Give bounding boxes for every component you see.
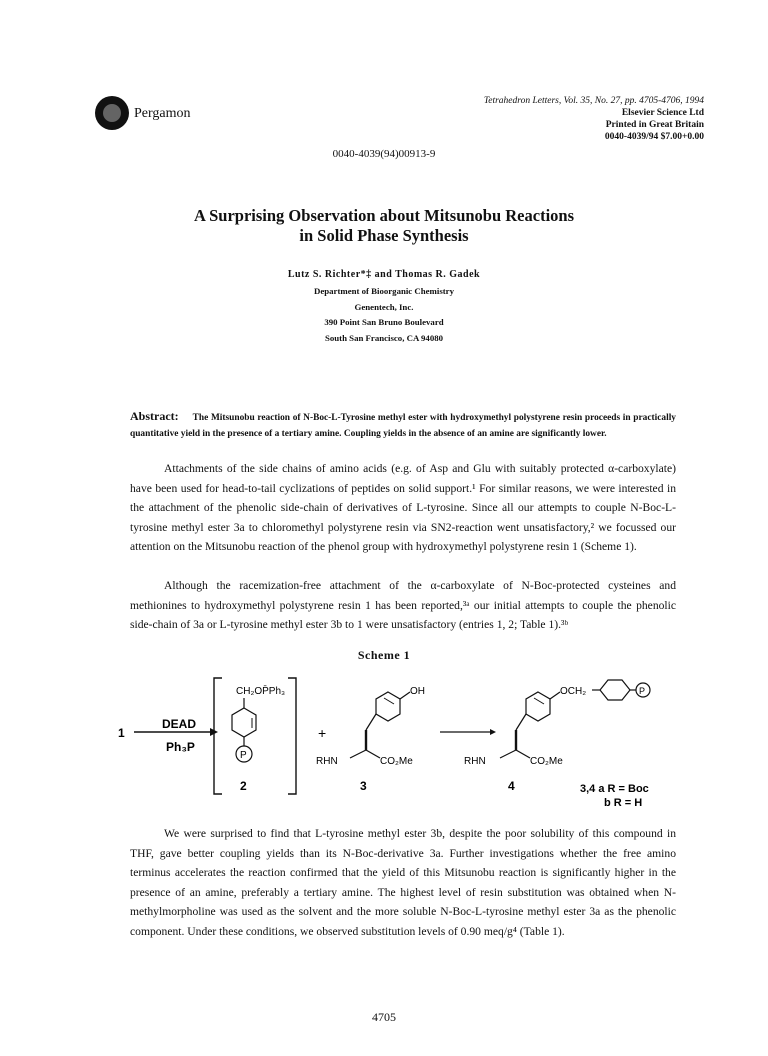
r-group-b: b R = H <box>604 797 643 808</box>
journal-citation: Tetrahedron Letters, Vol. 35, No. 27, pp. 4705-4706, 1994 <box>483 96 704 106</box>
paragraph-text: Attachments of the side chains of amino acids (e.g. of Asp and Glu with suitably protected α-carboxylate) have been used for head-to-tail cyclizations of peptides on solid support.¹ For similar reasons, we were interested in the attachment of the phenolic side-chain of derivatives of L-tyrosine. Since all our attempts to couple N-Boc-L-tyrosine methyl ester 3a to chloromethyl polystyrene resin via SN2-reaction went unsatisfactory,² we focussed our attention on the Mitsunobu reaction of the phenol group with hydroxymethyl polystyrene resin 1 (Scheme 1). <box>130 462 676 554</box>
affiliation-line: Department of Bioorganic Chemistry <box>314 286 454 296</box>
right-bracket <box>288 678 296 794</box>
affiliation-line: Genentech, Inc. <box>354 301 414 312</box>
amine-group: RHN <box>316 756 338 767</box>
paragraph-text: Although the racemization-free attachment of the α-carboxylate of N-Boc-protected cysteines and methionines to hydroxymethyl polystyrene resin 1 has been reported,³ᵃ our initial attempts to couple the phenolic side-chain of 3a or L-tyrosine methyl ester 3b to 1 were unsatisfactory (entries 1, 2; Table 1).³ᵇ <box>130 579 676 632</box>
authors: Lutz S. Richter*‡ and Thomas R. Gadek <box>287 269 481 280</box>
plus-sign: + <box>318 725 327 741</box>
paragraph-3 <box>130 824 676 942</box>
publisher-name: Pergamon <box>134 106 191 121</box>
scheme-1-diagram <box>110 668 690 808</box>
affiliation <box>0 284 768 346</box>
abstract <box>130 408 676 442</box>
linker-group: OCH₂ <box>560 686 587 697</box>
title-line-1: A Surprising Observation about Mitsunobu Reactions <box>193 206 575 225</box>
compound-4-label: 4 <box>508 779 515 793</box>
arrow-head-icon <box>490 729 496 735</box>
paper-title <box>0 206 768 246</box>
r-group-a: 3,4 a R = Boc <box>580 783 649 795</box>
pergamon-logo-icon <box>95 96 129 130</box>
reagent-bottom: Ph₃P <box>166 740 195 754</box>
amine-group: RHN <box>464 756 486 767</box>
resin-symbol: P <box>639 686 646 696</box>
page-number: 4705 <box>372 1010 396 1024</box>
price-line: 0040-4039/94 $7.00+0.00 <box>604 132 704 142</box>
intermediate-group: CH₂OP̄Ph₃ <box>236 686 286 697</box>
reagent-top: DEAD <box>162 717 197 731</box>
paragraph-text: We were surprised to find that L-tyrosine methyl ester 3b, despite the poor solubility of this compound in THF, gave better coupling yields than its N-Boc-derivative 3a. Further investigations whether the free amino terminus accelerates the reaction confirmed that the yield of this Mitsunobu reaction is significantly higher in the presence of an amine, preferably a tertiary amine. The highest level of resin substitution was obtained when N-methylmorpholine was used as the solvent and the more soluble N-Boc-L-tyrosine methyl ester 3a as the phenolic component. Under these conditions, we observed substitution levels of 0.90 meq/g⁴ (Table 1). <box>130 827 676 938</box>
hydroxyl-group: OH <box>410 686 425 697</box>
ester-group: CO₂Me <box>530 756 563 767</box>
ester-group: CO₂Me <box>380 756 413 767</box>
reactant-label: 1 <box>118 726 125 740</box>
resin-symbol: P <box>240 750 247 761</box>
benzene-ring-icon <box>600 680 630 700</box>
benzene-ring-icon <box>526 692 550 721</box>
title-line-2: in Solid Phase Synthesis <box>299 226 469 245</box>
affiliation-line: South San Francisco, CA 94080 <box>324 332 444 343</box>
paragraph-2 <box>130 576 676 635</box>
publisher-line: Elsevier Science Ltd <box>621 108 704 118</box>
compound-3-label: 3 <box>360 779 367 793</box>
scheme-label: Scheme 1 <box>357 648 411 662</box>
compound-2-label: 2 <box>240 779 247 793</box>
printed-line: Printed in Great Britain <box>605 120 704 130</box>
benzene-ring-icon <box>376 692 400 721</box>
doi: 0040-4039(94)00913-9 <box>332 148 436 160</box>
citation-block <box>484 95 704 143</box>
left-bracket <box>214 678 222 794</box>
abstract-label: Abstract: <box>130 409 179 423</box>
paragraph-1 <box>130 459 676 557</box>
affiliation-line: 390 Point San Bruno Boulevard <box>324 317 444 327</box>
abstract-text: The Mitsunobu reaction of N-Boc-L-Tyrosine methyl ester with hydroxymethyl polystyrene resin proceeds in practically quantitative yield in the presence of a tertiary amine. Coupling yields in the absence of an amine are significantly lower. <box>130 413 676 439</box>
